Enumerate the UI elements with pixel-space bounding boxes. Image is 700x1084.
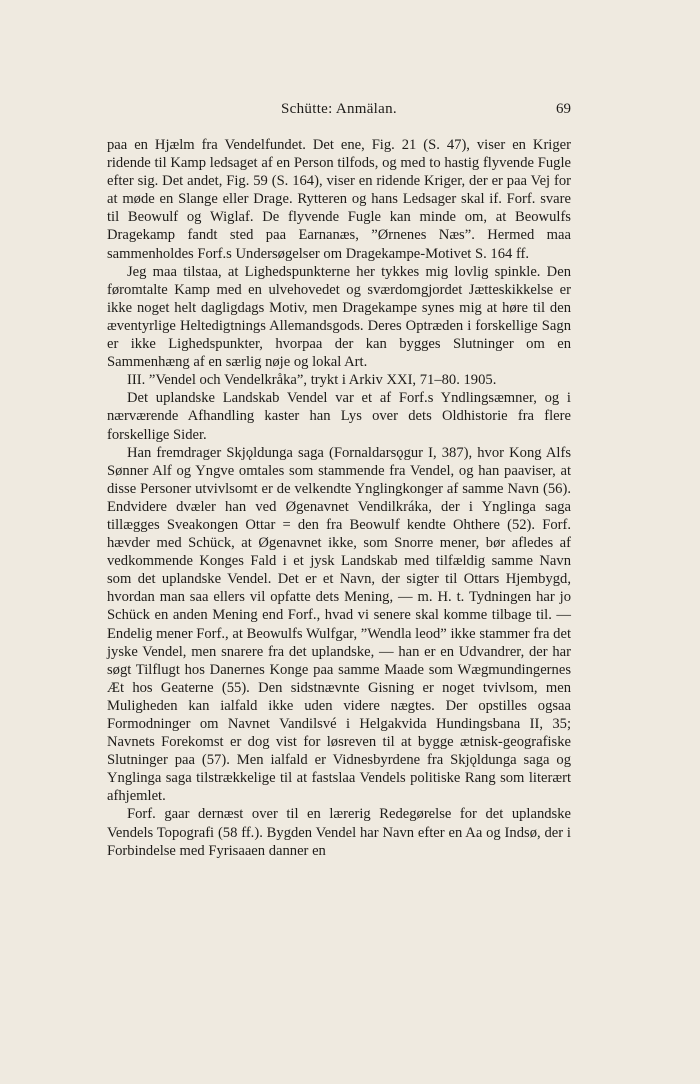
page-header — [107, 101, 571, 125]
paragraph: paa en Hjælm fra Vendelfundet. Det ene, Fig. 21 (S. 47), viser en Kriger ridende til Kamp ledsaget af en Person tilfods, og med to hastig flyvende Fugle efter sig. Det andet, Fig. 59 (S. 164), viser en ridende Kriger, der er paa Vej for at møde en Slange eller Drage. Rytteren og hans Ledsager skal if. Forf. svare til Beowulf og Wiglaf. De flyvende Fugle kan minde om, at Beowulfs Dragekamp fandt sted paa Earnanæs, ”Ørnenes Næs”. Hermed maa sammenholdes Forf.s Undersøgelser om Dragekampe-Motivet S. 164 ff. — [107, 137, 571, 262]
body-text — [107, 136, 571, 860]
paragraph: Han fremdrager Skjǫldunga saga (Fornaldarsǫgur I, 387), hvor Kong Alfs Sønner Alf og Yngve omtales som stammende fra Vendel, og han paaviser, at disse Personer utvivlsomt er de velkendte Ynglingkonger af samme Navn (56). Endvidere dvæler han ved Øgenavnet Vendilkráka, der i Ynglinga saga tillægges Sveakongen Ottar = den fra Beowulf kendte Ohthere (52). Forf. hævder med Schück, at Øgenavnet ikke, som Snorre mener, bør afledes af vedkommende Konges Fald i et jysk Landskab med tilfældig samme Navn som det uplandske Vendel. Det er et Navn, der sigter til Ottars Hjembygd, hvordan man saa ellers vil opfatte dets Mening, — m. H. t. Tydningen har jo Schück en anden Mening end Forf., hvad vi senere skal komme tilbage til. — Endelig mener Forf., at Beowulfs Wulfgar, ”Wendla leod” ikke stammer fra det jyske Vendel, men snarere fra det uplandske, — han er en Udvandrer, der har søgt Tilflugt hos Danernes Konge paa samme Maade som Wægmundingernes Æt hos Geaterne (55). Den sidstnævnte Gisning er noget tvivlsom, men Muligheden kan ialfald ikke uden videre nægtes. Der opstilles ogsaa Formodninger om Navnet Vandilsvé i Helgakvida Hundingsbana II, 35; Navnets Forekomst er dog vist for løsreven til at bygge ætnisk-geografiske Slutninger paa (57). Men ialfald er Vidnesbyrdene fra Skjǫldunga saga og Ynglinga saga tilstrækkelige til at fastslaa Vendels politiske Rang som literært afhjemlet. — [107, 444, 571, 805]
paragraph: Det uplandske Landskab Vendel var et af Forf.s Yndlingsæmner, og i nærværende Afhandling kaster han Lys over dets Oldhistorie fra flere forskellige Sider. — [107, 390, 571, 443]
running-head: Schütte: Anmälan. — [281, 101, 397, 117]
section-heading: III. ”Vendel och Vendelkråka”, trykt i Arkiv XXI, 71–80. 1905. — [127, 372, 497, 389]
paragraph: Forf. gaar dernæst over til en lærerig Redegørelse for det uplandske Vendels Topografi (58 ff.). Bygden Vendel har Navn efter en Aa og Indsø, der i Forbindelse med Fyrisaaen danner en — [107, 806, 571, 859]
page-number: 69 — [556, 101, 571, 117]
paragraph: Jeg maa tilstaa, at Lighedspunkterne her tykkes mig lovlig spinkle. Den føromtalte Kamp med en ulvehovedet og sværdomgjordet Jætteskikkelse er ikke noget helt dagligdags Motiv, men Dragekampe synes mig at høre til den æventyrlige Heltedigtnings Allemandsgods. Deres Optræden i forskellige Sagn er ikke Lighedspunkter, hvorpaa der kan bygges Slutninger om en Sammenhæng af en særlig nøje og lokal Art. — [107, 263, 571, 371]
